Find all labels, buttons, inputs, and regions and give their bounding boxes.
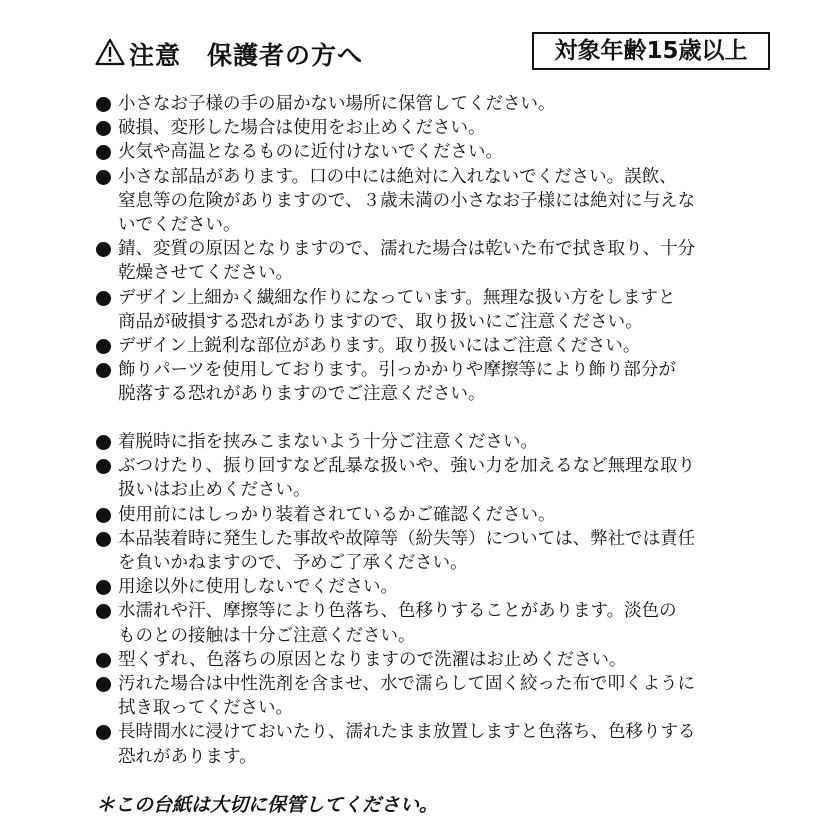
list-item <box>96 575 796 599</box>
bullet-icon <box>96 97 111 112</box>
bullet-icon <box>96 363 111 378</box>
list-item <box>96 358 796 406</box>
bullet-icon <box>96 508 111 523</box>
page-title <box>129 36 363 72</box>
list-item <box>96 165 796 238</box>
list-item <box>96 286 796 334</box>
list-item <box>96 334 796 358</box>
header <box>95 30 775 74</box>
list-item-text: 飾りパーツを使用しております。引っかかりや摩擦等により飾り部分が 脱落する恐れがありますのでご注意ください。 <box>118 360 676 405</box>
list-item <box>96 116 796 140</box>
bullet-icon <box>96 725 111 740</box>
list-item-text: 着脱時に指を挟みこまないよう十分ご注意ください。 <box>118 432 538 452</box>
list-item <box>96 140 796 164</box>
list-item <box>96 720 796 768</box>
list-item <box>96 648 796 672</box>
bullet-icon <box>96 242 111 257</box>
age-notice-badge: 対象年齢15歳以上 <box>532 32 770 70</box>
list-item-text: 型くずれ、色落ちの原因となりますので洗濯はお止めください。 <box>118 649 627 670</box>
caution-list-2 <box>96 430 796 769</box>
bullet-icon <box>96 532 111 547</box>
list-item-text: 用途以外に使用しないでください。 <box>118 577 398 598</box>
list-item <box>96 430 796 454</box>
list-item-text: 水濡れや汗、摩擦等により色落ち、色移りすることがあります。淡色の ものとの接触は十分ご注意ください。 <box>118 601 677 646</box>
bullet-icon <box>96 291 111 306</box>
bullet-icon <box>96 459 111 474</box>
list-item-text: 小さなお子様の手の届かない場所に保管してください。 <box>118 94 556 114</box>
list-item-text: 錆、変質の原因となりますので、濡れた場合は乾いた布で拭き取り、十分 乾燥させてください。 <box>118 239 696 284</box>
list-item-text: 汚れた場合は中性洗剤を含ませ、水で濡らして固く絞った布で叩くように 拭き取ってください。 <box>118 674 695 719</box>
list-item <box>96 527 796 575</box>
bullet-icon <box>96 435 111 450</box>
list-item-text: 小さな部品があります。口の中には絶対に入れないでください。誤飲、 窒息等の危険がありますので、３歳未満の小さなお子様には絶対に与えな いでください。 <box>118 166 696 236</box>
list-item-text: 本品装着時に発生した事故や故障等（紛失等）については、弊社では責任 を負いかねますので、予めご了承ください。 <box>118 528 696 574</box>
list-item <box>96 237 796 285</box>
list-item-text: 使用前にはしっかり装着されているかご確認ください。 <box>118 504 556 525</box>
list-item-text: 破損、変形した場合は使用をお止めください。 <box>118 118 486 139</box>
list-item-text: デザイン上細かく繊細な作りになっています。無理な扱い方をしますと 商品が破損する恐れがありますので、取り扱いにご注意ください。 <box>118 287 676 332</box>
title-caution: 注意 <box>129 41 182 70</box>
list-item-text: 長時間水に浸けておいたり、濡れたまま放置しますと色落ち、色移りする 恐れがあります。 <box>118 722 696 767</box>
bullet-icon <box>96 145 111 160</box>
bullet-icon <box>96 580 111 595</box>
bullet-icon <box>96 339 111 354</box>
bullet-icon <box>96 604 111 619</box>
list-item <box>96 672 796 720</box>
list-item-text: 火気や高温となるものに近付けないでください。 <box>118 142 503 163</box>
bullet-icon <box>96 121 111 136</box>
list-item-text: デザイン上鋭利な部位があります。取り扱いにはご注意ください。 <box>118 336 641 357</box>
title-guardian: 保護者の方へ <box>207 41 364 70</box>
list-item <box>96 454 796 502</box>
bullet-icon <box>96 653 111 668</box>
bullet-icon <box>96 170 111 185</box>
footer-note: ＊この台紙は大切に保管してください。 <box>96 794 439 816</box>
caution-list-1 <box>96 92 796 407</box>
warning-triangle-icon <box>95 38 125 66</box>
list-item <box>96 599 796 647</box>
list-item <box>96 92 796 116</box>
list-item-text: ぶつけたり、振り回すなど乱暴な扱いや、強い力を加えるなど無理な取り 扱いはお止めください。 <box>118 456 696 501</box>
list-item <box>96 503 796 527</box>
bullet-icon <box>96 677 111 692</box>
